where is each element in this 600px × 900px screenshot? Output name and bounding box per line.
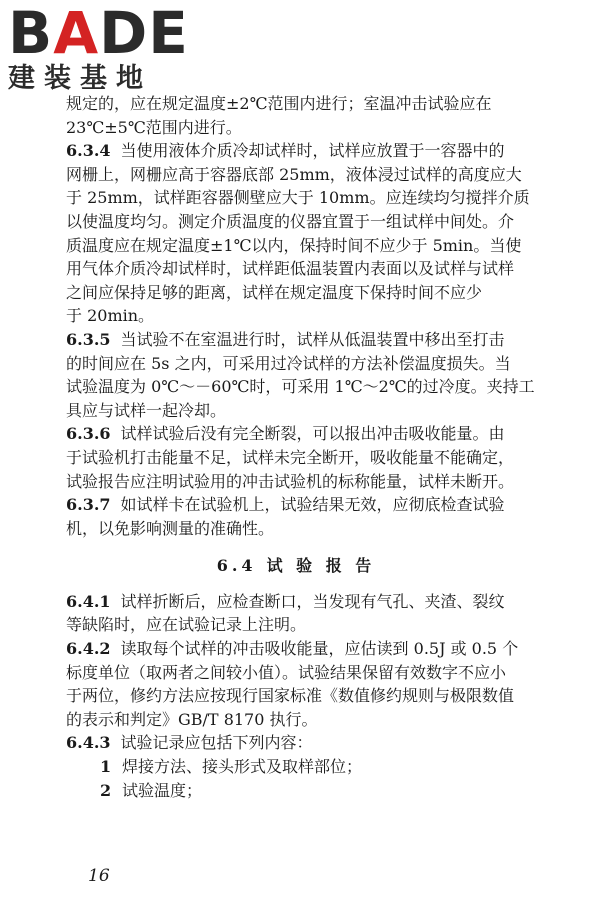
- clause-number: 6.3.6: [66, 424, 111, 444]
- text-line: 网栅上，网栅应高于容器底部 25mm，液体浸过试样的高度应大: [66, 164, 522, 184]
- logo-letter-a: A: [53, 0, 100, 67]
- list-item-text: 试验温度；: [122, 780, 203, 800]
- paragraph-6-3-4: [66, 139, 530, 328]
- list-item: [66, 779, 526, 803]
- page-number: 16: [88, 866, 110, 886]
- list-item-number: 1: [100, 757, 112, 777]
- text-line: 之间应保持足够的距离，试样在规定温度下保持时间不应少: [66, 282, 483, 302]
- paragraph-6-4-1: [66, 590, 526, 637]
- text-line: 当使用液体介质冷却试样时，试样应放置于一容器中的: [120, 141, 505, 161]
- paragraph-6-4-3: [66, 731, 526, 802]
- text-line: 规定的，应在规定温度±2℃范围内进行；室温冲击试验应在: [66, 94, 492, 113]
- text-line: 等缺陷时，应在试验记录上注明。: [66, 615, 307, 635]
- text-line: 试样折断后，应检查断口，当发现有气孔、夹渣、裂纹: [120, 591, 505, 611]
- clause-number: 6.4.1: [66, 591, 111, 611]
- logo-wordmark: [8, 0, 189, 67]
- clause-number: 6.4.3: [66, 733, 111, 753]
- text-line: 23℃±5℃范围内进行。: [66, 117, 242, 137]
- text-line: 于 25mm，试样距容器侧壁应大于 10mm。应连续均匀搅拌介质: [66, 188, 530, 208]
- text-line: 当试验不在室温进行时，试样从低温装置中移出至打击: [120, 329, 505, 349]
- section-number: 6.4: [216, 556, 257, 576]
- logo-letters-de: DE: [99, 0, 189, 67]
- text-line: 具应与试样一起冷却。: [66, 400, 227, 420]
- text-line: 质温度应在规定温度±1℃以内，保持时间不应少于 5min。当使: [66, 235, 522, 255]
- section-title: 试 验 报 告: [266, 556, 376, 576]
- text-line: 读取每个试样的冲击吸收能量，应估读到 0.5J 或 0.5 个: [120, 639, 519, 659]
- clause-number: 6.3.5: [66, 329, 111, 349]
- clause-number: 6.4.2: [66, 639, 111, 659]
- paragraph-6-3-2-tail: [66, 92, 526, 139]
- text-line: 试验报告应注明试验用的冲击试验机的标称能量，试样未断开。: [66, 471, 515, 491]
- text-line: 试样试验后没有完全断裂，可以报出冲击吸收能量。由: [120, 424, 505, 444]
- list-item: [66, 755, 526, 779]
- text-line: 如试样卡在试验机上，试验结果无效，应彻底检查试验: [120, 495, 505, 515]
- paragraph-6-4-2: [66, 637, 526, 731]
- text-line: 的表示和判定》GB/T 8170 执行。: [66, 709, 318, 729]
- document-body: [66, 92, 535, 802]
- paragraph-6-3-5: [66, 328, 535, 422]
- logo-subtitle: 建装基地: [8, 63, 152, 94]
- section-heading-6-4: [66, 554, 526, 578]
- text-line: 的时间应在 5s 之内，可采用过冷试样的方法补偿温度损失。当: [66, 353, 511, 373]
- logo-letter-b: B: [8, 0, 54, 67]
- text-line: 标度单位（取两者之间较小值）。试验结果保留有效数字不应小: [66, 662, 507, 682]
- text-line: 于试验机打击能量不足，试样未完全断开，吸收能量不能确定，: [66, 447, 515, 467]
- text-line: 于 20min。: [66, 306, 155, 326]
- text-line: 于两位，修约方法应按现行国家标准《数值修约规则与极限数值: [66, 686, 515, 706]
- paragraph-6-3-6: [66, 422, 526, 493]
- paragraph-6-3-7: [66, 493, 526, 540]
- logo: [8, 0, 189, 94]
- text-line: 用气体介质冷却试样时，试样距低温装置内表面以及试样与试样: [66, 259, 515, 279]
- clause-number: 6.3.7: [66, 495, 111, 515]
- clause-number: 6.3.4: [66, 141, 111, 161]
- list-item-text: 焊接方法、接头形式及取样部位；: [122, 757, 363, 777]
- text-line: 试验记录应包括下列内容：: [120, 733, 313, 753]
- text-line: 机，以免影响测量的准确性。: [66, 518, 275, 538]
- text-line: 试验温度为 0℃～－60℃时，可采用 1℃～2℃的过冷度。夹持工: [66, 377, 535, 397]
- text-line: 以使温度均匀。测定介质温度的仪器宜置于一组试样中间处。介: [66, 211, 515, 231]
- list-item-number: 2: [100, 780, 112, 800]
